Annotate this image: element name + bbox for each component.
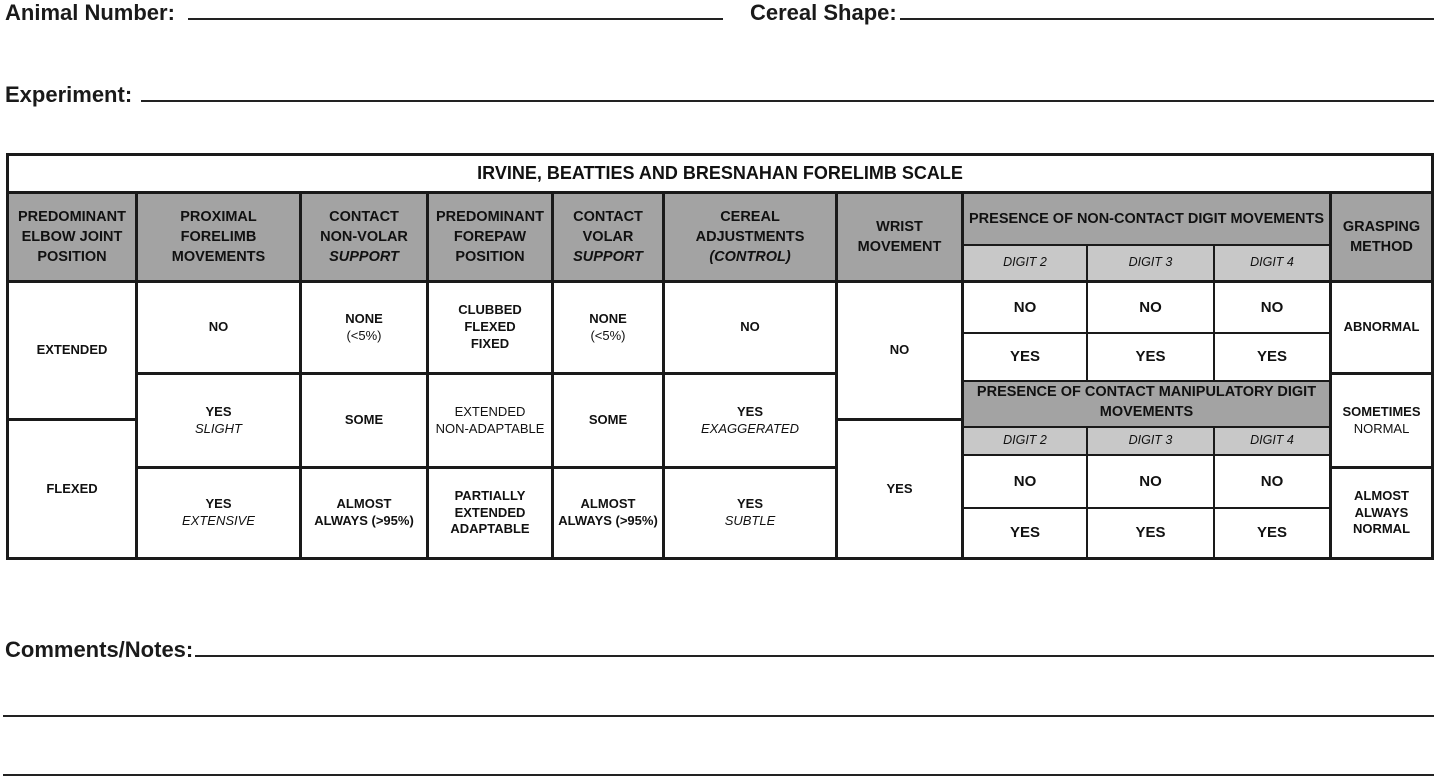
proximal-no[interactable]: NO [208, 319, 229, 335]
grid-line [9, 191, 1431, 194]
wrist-no[interactable]: NO [889, 342, 910, 358]
grid-line [964, 244, 1329, 246]
header-proximal-forelimb: PROXIMAL FORELIMB MOVEMENTS [138, 194, 299, 280]
animal-number-field[interactable] [188, 18, 723, 20]
grid-line [964, 332, 1329, 334]
header-contact-nonvolar: CONTACT NON-VOLAR SUPPORT [302, 194, 426, 280]
nonvolar-some[interactable]: SOME [344, 412, 384, 428]
experiment-field[interactable] [141, 100, 1434, 102]
grid-line [662, 191, 665, 557]
proximal-yes-extensive[interactable]: YES EXTENSIVE [182, 496, 255, 528]
contact-digit-2-no[interactable]: NO [1013, 473, 1037, 491]
cereal-no[interactable]: NO [740, 319, 760, 335]
grid-line [138, 372, 838, 375]
forepaw-clubbed[interactable]: CLUBBED FLEXED FIXED [458, 302, 522, 351]
cereal-shape-label: Cereal Shape: [750, 0, 897, 25]
header-forepaw-position: PREDOMINANT FOREPAW POSITION [429, 194, 551, 280]
noncontact-digit-2-yes[interactable]: YES [1009, 348, 1040, 366]
grid-line [1086, 244, 1088, 380]
proximal-yes-slight[interactable]: YES SLIGHT [195, 403, 242, 436]
volar-almost-always[interactable]: ALMOST ALWAYS (>95%) [558, 496, 658, 528]
wrist-yes[interactable]: YES [886, 480, 913, 496]
contact-digit-4-no[interactable]: NO [1260, 473, 1284, 491]
grid-line [964, 426, 1329, 428]
comments-field-line-3[interactable] [3, 774, 1434, 776]
header-grasping-method: GRASPING METHOD [1332, 194, 1431, 280]
header-contact-digit-2: DIGIT 2 [964, 426, 1086, 454]
forepaw-partially-extended[interactable]: PARTIALLY EXTENDED ADAPTABLE [450, 487, 530, 537]
cereal-yes-subtle[interactable]: YES SUBTLE [724, 496, 776, 528]
grid-line [964, 380, 1329, 382]
animal-number-label: Animal Number: [5, 0, 175, 25]
cereal-shape-field[interactable] [900, 18, 1434, 20]
header-cereal-adjustments: CEREAL ADJUSTMENTS (CONTROL) [665, 194, 835, 280]
contact-digit-4-yes[interactable]: YES [1256, 524, 1287, 542]
noncontact-digit-2-no[interactable]: NO [1013, 298, 1037, 316]
comments-label: Comments/Notes: [5, 637, 194, 662]
header-noncontact-digit: PRESENCE OF NON-CONTACT DIGIT MOVEMENTS [964, 194, 1329, 244]
grid-line [1213, 244, 1215, 380]
grid-line [964, 507, 1329, 509]
elbow-flexed[interactable]: FLEXED [46, 480, 98, 496]
grid-line [1329, 372, 1431, 375]
comments-field-line-1[interactable] [195, 655, 1434, 657]
noncontact-digit-3-no[interactable]: NO [1139, 298, 1162, 316]
grasping-sometimes-normal[interactable]: SOMETIMES NORMAL [1342, 403, 1421, 436]
grid-line [1329, 466, 1431, 469]
header-contact-digit: PRESENCE OF CONTACT MANIPULATORY DIGIT MOVEMENTS [964, 380, 1329, 426]
elbow-extended[interactable]: EXTENDED [36, 342, 108, 358]
volar-some[interactable]: SOME [588, 412, 628, 428]
header-noncontact-digit-3: DIGIT 3 [1088, 244, 1213, 280]
grid-line [135, 191, 138, 557]
header-contact-digit-3: DIGIT 3 [1088, 426, 1213, 454]
contact-digit-3-yes[interactable]: YES [1135, 524, 1166, 542]
header-contact-digit-4: DIGIT 4 [1215, 426, 1329, 454]
grid-line [838, 418, 964, 421]
cereal-yes-exaggerated[interactable]: YES EXAGGERATED [700, 403, 799, 436]
noncontact-digit-4-no[interactable]: NO [1260, 298, 1284, 316]
grid-line [299, 191, 302, 557]
forepaw-extended[interactable]: EXTENDED NON-ADAPTABLE [435, 403, 545, 436]
grid-line [9, 280, 1431, 283]
header-elbow-joint-position: PREDOMINANT ELBOW JOINT POSITION [9, 194, 135, 280]
forelimb-scale-table [6, 153, 1434, 560]
grid-line [138, 466, 838, 469]
header-noncontact-digit-2: DIGIT 2 [964, 244, 1086, 280]
volar-none[interactable]: NONE (<5%) [589, 310, 627, 343]
grid-line [964, 454, 1329, 456]
noncontact-digit-3-yes[interactable]: YES [1135, 348, 1166, 366]
nonvolar-none[interactable]: NONE (<5%) [345, 310, 383, 343]
header-contact-volar: CONTACT VOLAR SUPPORT [554, 194, 662, 280]
grasping-abnormal[interactable]: ABNORMAL [1343, 319, 1420, 335]
grid-line [1086, 426, 1088, 557]
grasping-almost-always-normal[interactable]: ALMOST ALWAYS NORMAL [1352, 487, 1411, 537]
grid-line [1213, 426, 1215, 557]
contact-digit-2-yes[interactable]: YES [1009, 524, 1040, 542]
grid-line [9, 418, 138, 421]
nonvolar-almost-always[interactable]: ALMOST ALWAYS (>95%) [314, 496, 414, 528]
contact-digit-3-no[interactable]: NO [1139, 473, 1162, 491]
grid-line [1329, 191, 1332, 557]
grid-line [426, 191, 429, 557]
noncontact-digit-4-yes[interactable]: YES [1256, 348, 1287, 366]
grid-line [835, 191, 838, 557]
grid-line [961, 191, 964, 557]
header-noncontact-digit-4: DIGIT 4 [1215, 244, 1329, 280]
experiment-label: Experiment: [5, 82, 133, 107]
comments-field-line-2[interactable] [3, 715, 1434, 717]
grid-line [551, 191, 554, 557]
table-title: IRVINE, BEATTIES AND BRESNAHAN FORELIMB SCALE [477, 162, 963, 183]
header-wrist-movement: WRIST MOVEMENT [838, 194, 961, 280]
